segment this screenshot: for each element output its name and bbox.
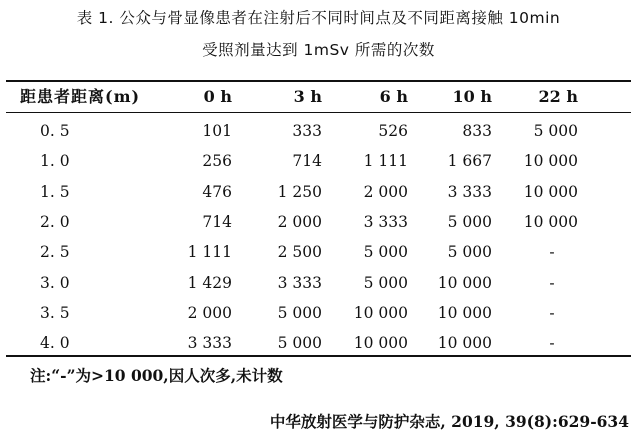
cell-3h: 1 250	[277, 182, 322, 201]
cell-0h: 256	[202, 152, 232, 171]
cell-distance: 2. 5	[40, 243, 70, 262]
cell-distance: 3. 5	[40, 303, 70, 322]
cell-22h: 10 000	[523, 152, 578, 171]
cell-10h: 1 667	[447, 152, 492, 171]
table-header-rule	[6, 112, 631, 113]
cell-3h: 5 000	[277, 303, 322, 322]
cell-0h: 1 429	[187, 273, 232, 292]
cell-6h: 5 000	[363, 273, 408, 292]
table-row	[0, 298, 637, 328]
cell-0h: 2 000	[187, 303, 232, 322]
table-row	[0, 177, 637, 207]
table-row	[0, 237, 637, 267]
table-row	[0, 116, 637, 146]
cell-0h: 476	[202, 182, 232, 201]
cell-10h: 10 000	[437, 303, 492, 322]
cell-0h: 714	[202, 212, 232, 231]
header-0h: 0 h	[203, 87, 232, 106]
table-title-line-2: 受照剂量达到 1mSv 所需的次数	[202, 41, 435, 59]
header-22h: 22 h	[538, 87, 578, 106]
cell-10h: 5 000	[447, 243, 492, 262]
citation-source: 中华放射医学与防护杂志, 2019, 39(8):629-634	[269, 412, 629, 431]
cell-3h: 3 333	[277, 273, 322, 292]
table-title-line-1: 表 1. 公众与骨显像患者在注射后不同时间点及不同距离接触 10min	[76, 9, 561, 27]
cell-3h: 2 500	[277, 243, 322, 262]
cell-distance: 0. 5	[40, 122, 70, 140]
cell-10h: 3 333	[447, 182, 492, 201]
cell-22h: -	[549, 334, 555, 353]
cell-6h: 2 000	[363, 182, 408, 201]
cell-10h: 5 000	[447, 212, 492, 231]
table-note: 注:“-”为>10 000,因人次多,未计数	[30, 366, 283, 385]
cell-6h: 3 333	[363, 212, 408, 231]
cell-distance: 3. 0	[40, 273, 70, 292]
cell-22h: 5 000	[533, 122, 578, 140]
cell-3h: 333	[292, 122, 322, 140]
cell-3h: 2 000	[277, 212, 322, 231]
cell-6h: 10 000	[353, 334, 408, 353]
cell-distance: 2. 0	[40, 212, 70, 231]
cell-6h: 5 000	[363, 243, 408, 262]
cell-distance: 1. 0	[40, 152, 70, 171]
cell-6h: 1 111	[363, 152, 408, 171]
cell-0h: 1 111	[187, 243, 232, 262]
table-bottom-rule	[6, 355, 631, 357]
cell-10h: 10 000	[437, 334, 492, 353]
cell-22h: -	[549, 273, 555, 292]
header-6h: 6 h	[379, 87, 408, 106]
cell-0h: 101	[202, 122, 232, 140]
cell-10h: 833	[462, 122, 492, 140]
header-distance: 距患者距离(m)	[20, 87, 141, 106]
table-row	[0, 146, 637, 176]
header-10h: 10 h	[452, 87, 492, 106]
table-top-rule	[6, 80, 631, 82]
cell-3h: 714	[292, 152, 322, 171]
cell-6h: 526	[378, 122, 408, 140]
cell-6h: 10 000	[353, 303, 408, 322]
table-row	[0, 268, 637, 298]
cell-22h: 10 000	[523, 182, 578, 201]
cell-distance: 4. 0	[40, 334, 70, 353]
cell-22h: 10 000	[523, 212, 578, 231]
table-row	[0, 207, 637, 237]
cell-distance: 1. 5	[40, 182, 70, 201]
header-3h: 3 h	[293, 87, 322, 106]
cell-3h: 5 000	[277, 334, 322, 353]
table-row	[0, 328, 637, 358]
cell-22h: -	[549, 243, 555, 262]
cell-22h: -	[549, 303, 555, 322]
cell-0h: 3 333	[187, 334, 232, 353]
cell-10h: 10 000	[437, 273, 492, 292]
